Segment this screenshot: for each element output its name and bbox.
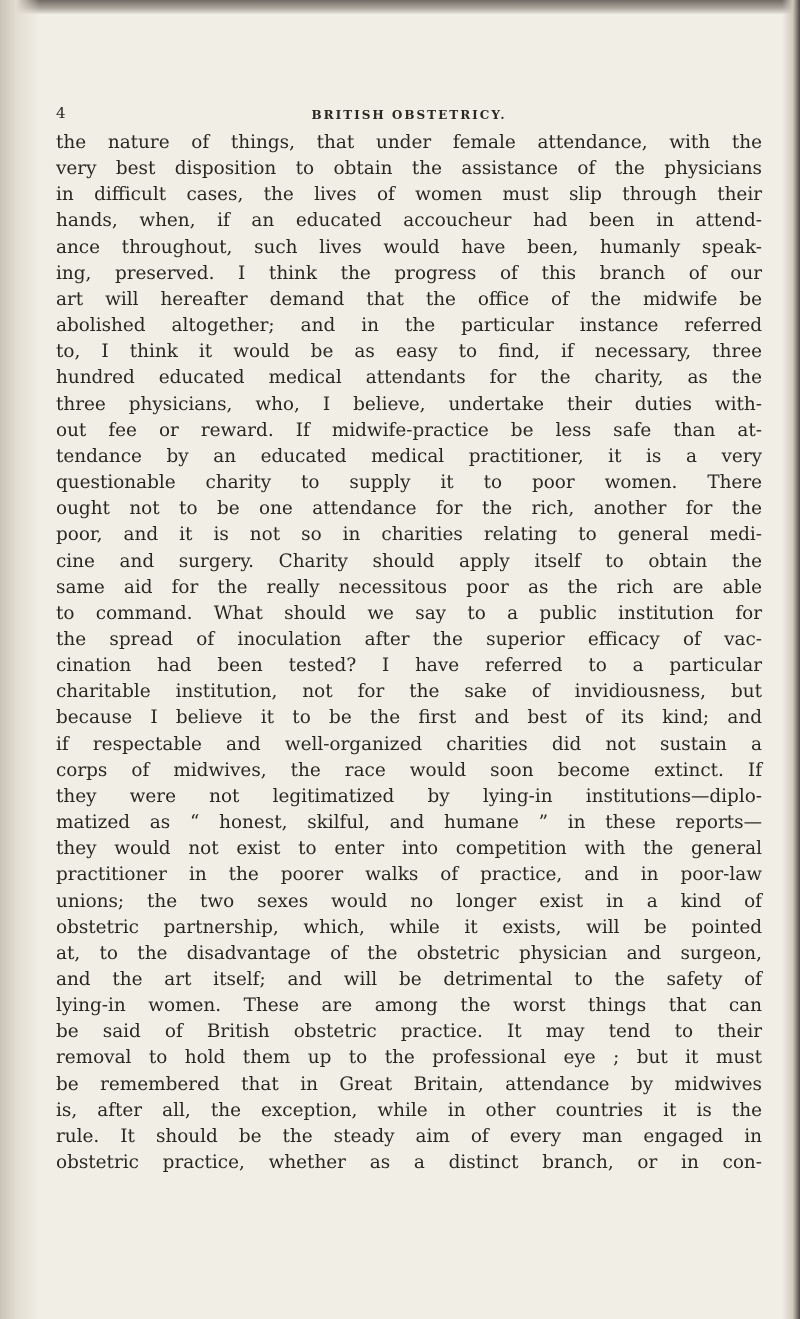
text-line: ought not to be one attendance for the rich, another for the (56, 498, 762, 520)
text-line: charitable institution, not for the sake of invidiousness, but (56, 681, 762, 703)
running-head (48, 100, 770, 130)
text-line: be remembered that in Great Britain, attendance by midwives (56, 1073, 762, 1095)
text-line: matized as “ honest, skilful, and humane ” in these reports— (56, 812, 762, 834)
text-line: be said of British obstetric practice. It may tend to their (56, 1021, 762, 1043)
running-title: BRITISH OBSTETRICY. (311, 108, 507, 122)
text-line: ance throughout, such lives would have been, humanly speak- (56, 236, 762, 258)
scan-edge-right (782, 0, 800, 1319)
text-line: removal to hold them up to the professional eye ; but it must (56, 1047, 762, 1069)
text-line: they were not legitimatized by lying-in institutions—diplo- (56, 785, 762, 807)
text-line: lying-in women. These are among the worst things that can (56, 995, 762, 1017)
text-line: poor, and it is not so in charities relating to general medi- (56, 524, 762, 546)
text-line: art will hereafter demand that the office of the midwife be (56, 288, 762, 310)
text-line: and the art itself; and will be detrimental to the safety of (56, 969, 762, 990)
text-line: because I believe it to be the first and best of its kind; and (56, 707, 762, 729)
text-line: in difficult cases, the lives of women must slip through their (56, 184, 762, 206)
text-line: ing, preserved. I think the progress of this branch of our (56, 262, 762, 284)
text-line: the spread of inoculation after the superior efficacy of vac- (56, 628, 762, 650)
text-line: to command. What should we say to a public institution for (56, 602, 762, 624)
text-line: at, to the disadvantage of the obstetric physician and surgeon, (56, 942, 762, 964)
text-line: hundred educated medical attendants for the charity, as the (56, 367, 762, 389)
text-line: is, after all, the exception, while in other countries it is the (56, 1099, 762, 1121)
text-line: questionable charity to supply it to poor women. There (56, 472, 762, 494)
scan-shadow-top (0, 0, 800, 14)
scan-gutter-left (0, 0, 40, 1319)
text-line: same aid for the really necessitous poor as the rich are able (56, 576, 762, 598)
text-line: obstetric partnership, which, while it exists, will be pointed (56, 916, 762, 938)
text-line: the nature of things, that under female attendance, with the (56, 132, 762, 153)
text-line: very best disposition to obtain the assistance of the physicians (56, 158, 762, 180)
text-line: obstetric practice, whether as a distinct branch, or in con- (56, 1152, 762, 1174)
text-line: corps of midwives, the race would soon become extinct. If (56, 759, 762, 781)
text-line: practitioner in the poorer walks of practice, and in poor-law (56, 864, 762, 886)
body-paragraph (56, 130, 762, 1176)
text-line: unions; the two sexes would no longer exist in a kind of (56, 890, 762, 912)
text-line: out fee or reward. If midwife-practice be less safe than at- (56, 419, 762, 441)
text-line: hands, when, if an educated accoucheur had been in attend- (56, 210, 762, 232)
text-line: they would not exist to enter into competition with the general (56, 838, 762, 860)
book-page (48, 100, 770, 1176)
text-line: three physicians, who, I believe, undertake their duties with- (56, 393, 762, 415)
text-line: tendance by an educated medical practitioner, it is a very (56, 445, 762, 467)
text-line: abolished altogether; and in the particular instance referred (56, 315, 762, 337)
text-line: if respectable and well-organized charities did not sustain a (56, 733, 762, 755)
text-line: cine and surgery. Charity should apply itself to obtain the (56, 550, 762, 572)
text-line: cination had been tested? I have referred to a particular (56, 655, 762, 677)
text-line: rule. It should be the steady aim of every man engaged in (56, 1125, 762, 1147)
page-number: 4 (56, 104, 66, 122)
text-line: to, I think it would be as easy to find, if necessary, three (56, 341, 762, 363)
